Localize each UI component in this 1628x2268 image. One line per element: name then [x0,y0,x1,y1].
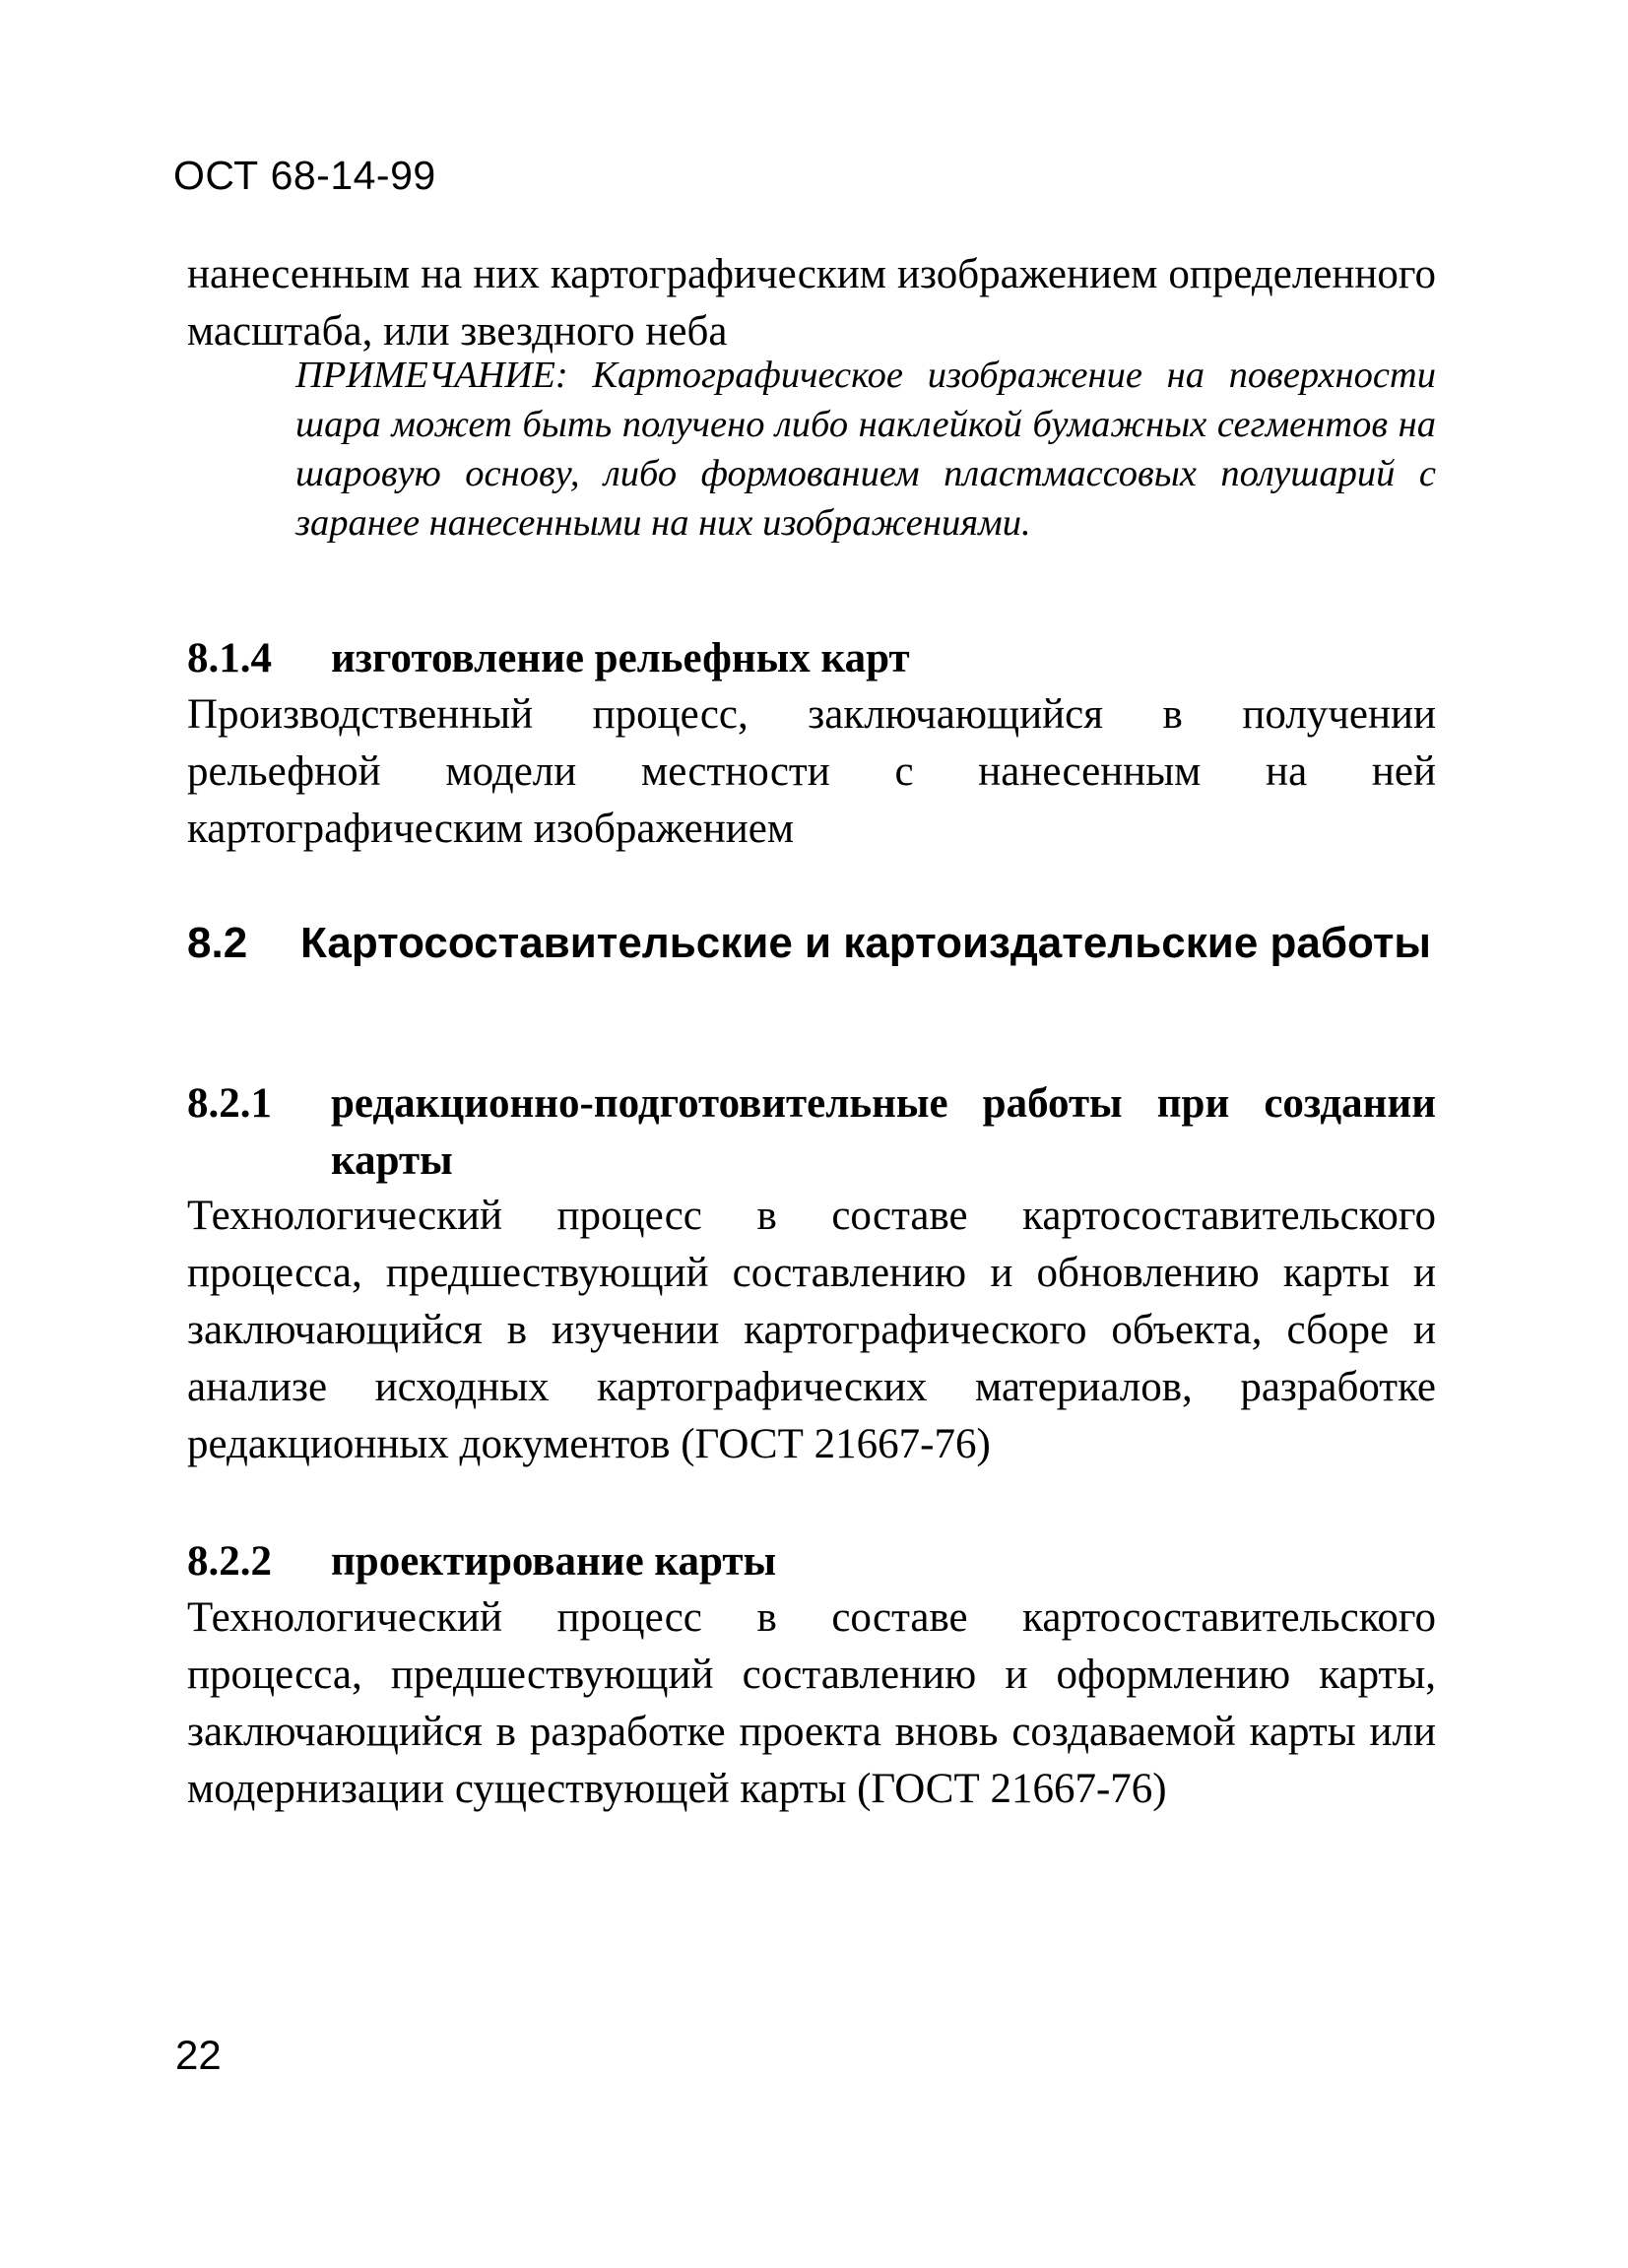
term-8-2-2-definition: Технологический процесс в составе картосоставительского процесса, предшествующий составлению и оформлению карты, заключающийся в разработке проекта вновь создаваемой карты или модернизации существующей карты (ГОСТ 21667-76) [187,1594,1436,1812]
term-8-2-1-heading [187,1075,1436,1190]
term-title: изготовление рельефных карт [331,635,910,681]
term-8-1-4-definition: Производственный процесс, заключающийся в получении рельефной модели местности с нанесенным на ней картографическим изображением [187,691,1436,852]
term-title: проектирование карты [331,1538,777,1585]
term-8-2-2-heading [187,1533,1436,1590]
term-number: 8.2.2 [187,1538,272,1585]
intro-paragraph: нанесенным на них картографическим изображением определенного масштаба, или звездного неба [187,251,1436,355]
term-title: редакционно-подготовительные работы при создании карты [331,1080,1436,1184]
section-title: Картосоставительские и картоиздательские работы [300,919,1431,967]
document-code: ОСТ 68-14-99 [173,153,436,198]
term-8-1-4-heading [187,630,1436,687]
term-number: 8.2.1 [187,1080,272,1127]
note-paragraph: ПРИМЕЧАНИЕ: Картографическое изображение на поверхности шара может быть получено либо наклейкой бумажных сегментов на шаровую основу, либо формованием пластмассовых полушарий с заранее нанесенными на них изображениями. [295,355,1436,544]
term-number: 8.1.4 [187,635,272,681]
section-8-2-heading [187,915,1436,972]
section-number: 8.2 [187,919,248,967]
page-number: 22 [175,2032,222,2078]
term-8-2-1-definition: Технологический процесс в составе картосоставительского процесса, предшествующий составлению и обновлению карты и заключающийся в изучении картографического объекта, сборе и анализе исходных картографических материалов, разработке редакционных документов (ГОСТ 21667-76) [187,1193,1436,1467]
